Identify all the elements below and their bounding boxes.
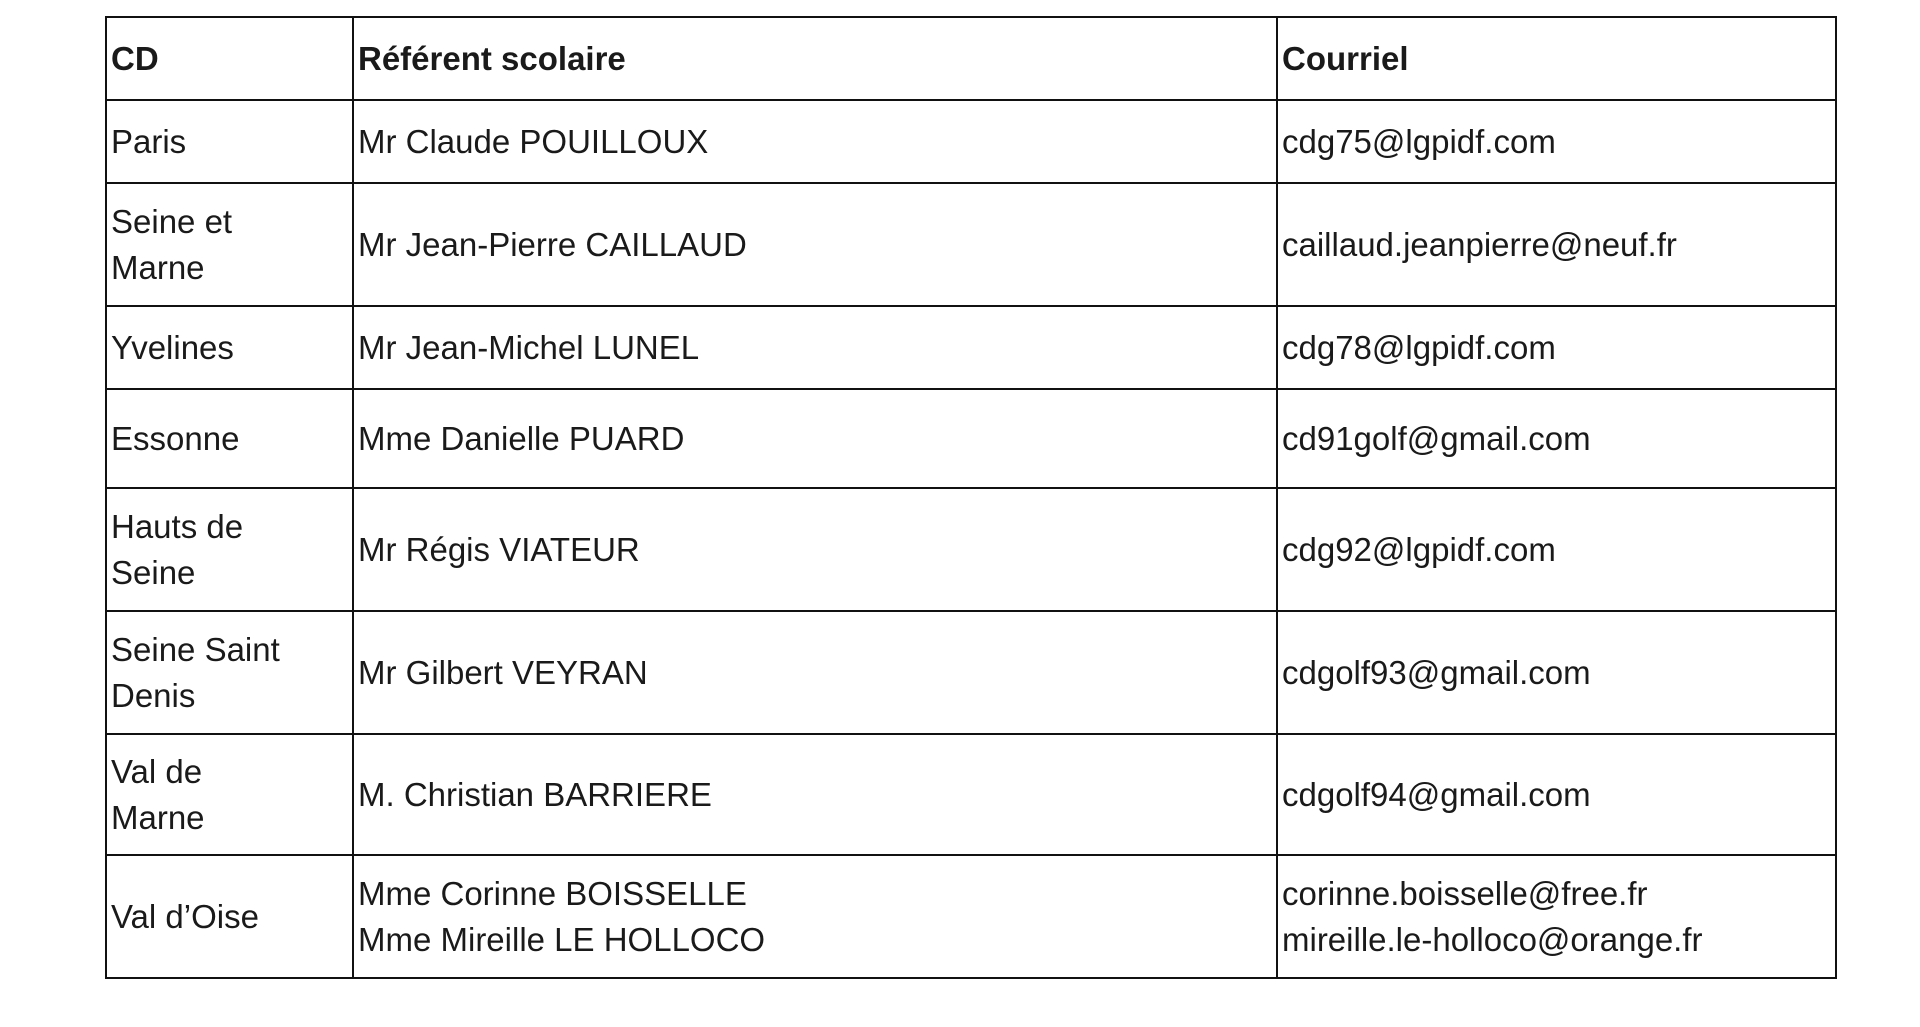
cell-referent <box>353 389 1277 488</box>
cell-referent <box>353 855 1277 978</box>
courriel-line: cd91golf@gmail.com <box>1282 419 1591 457</box>
courriel-line: cdg75@lgpidf.com <box>1282 122 1556 160</box>
cell-referent <box>353 611 1277 734</box>
referent-line: M. Christian BARRIERE <box>358 775 712 813</box>
table-row <box>106 488 1836 611</box>
header-referent: Référent scolaire <box>353 17 1277 100</box>
referents-table <box>105 16 1837 979</box>
courriel-line: cdg78@lgpidf.com <box>1282 328 1556 366</box>
referent-line: Mme Danielle PUARD <box>358 419 685 457</box>
courriel-line: cdgolf93@gmail.com <box>1282 653 1591 691</box>
referents-table-container <box>105 16 1837 979</box>
cell-courriel <box>1277 855 1836 978</box>
cd-line: Denis <box>111 676 196 714</box>
referent-line: Mr Jean-Pierre CAILLAUD <box>358 225 747 263</box>
cell-courriel <box>1277 488 1836 611</box>
referent-line: Mme Mireille LE HOLLOCO <box>358 920 766 958</box>
courriel-line: cdg92@lgpidf.com <box>1282 530 1556 568</box>
courriel-line: mireille.le-holloco@orange.fr <box>1282 920 1703 958</box>
cell-referent <box>353 306 1277 389</box>
table-row <box>106 183 1836 306</box>
cd-line: Val de <box>111 752 203 790</box>
table-row <box>106 734 1836 855</box>
table-row <box>106 855 1836 978</box>
cell-cd <box>106 488 353 611</box>
cell-courriel <box>1277 734 1836 855</box>
cd-line: Hauts de <box>111 507 244 545</box>
table-row <box>106 389 1836 488</box>
cell-cd <box>106 611 353 734</box>
table-header-row <box>106 17 1836 100</box>
header-cd: CD <box>106 17 353 100</box>
cell-courriel <box>1277 306 1836 389</box>
cell-cd <box>106 389 353 488</box>
cell-courriel <box>1277 389 1836 488</box>
cell-courriel <box>1277 183 1836 306</box>
cd-line: Marne <box>111 798 205 836</box>
referent-line: Mr Gilbert VEYRAN <box>358 653 648 691</box>
cell-cd <box>106 734 353 855</box>
cd-line: Yvelines <box>111 328 234 366</box>
cell-cd <box>106 100 353 183</box>
table-row <box>106 306 1836 389</box>
cell-courriel <box>1277 100 1836 183</box>
header-courriel: Courriel <box>1277 17 1836 100</box>
referent-line: Mme Corinne BOISSELLE <box>358 874 747 912</box>
cd-line: Essonne <box>111 419 240 457</box>
cd-line: Paris <box>111 122 187 160</box>
courriel-line: corinne.boisselle@free.fr <box>1282 874 1648 912</box>
cd-line: Val d’Oise <box>111 897 259 935</box>
cd-line: Marne <box>111 248 205 286</box>
cd-line: Seine <box>111 553 196 591</box>
cell-referent <box>353 100 1277 183</box>
courriel-line: cdgolf94@gmail.com <box>1282 775 1591 813</box>
cd-line: Seine et <box>111 202 233 240</box>
referent-line: Mr Jean-Michel LUNEL <box>358 328 700 366</box>
table-row <box>106 611 1836 734</box>
cell-courriel <box>1277 611 1836 734</box>
cell-referent <box>353 183 1277 306</box>
cell-referent <box>353 488 1277 611</box>
cd-line: Seine Saint <box>111 630 280 668</box>
cell-cd <box>106 855 353 978</box>
cell-cd <box>106 183 353 306</box>
cell-cd <box>106 306 353 389</box>
referent-line: Mr Régis VIATEUR <box>358 530 640 568</box>
referent-line: Mr Claude POUILLOUX <box>358 122 709 160</box>
table-row <box>106 100 1836 183</box>
cell-referent <box>353 734 1277 855</box>
courriel-line: caillaud.jeanpierre@neuf.fr <box>1282 225 1677 263</box>
